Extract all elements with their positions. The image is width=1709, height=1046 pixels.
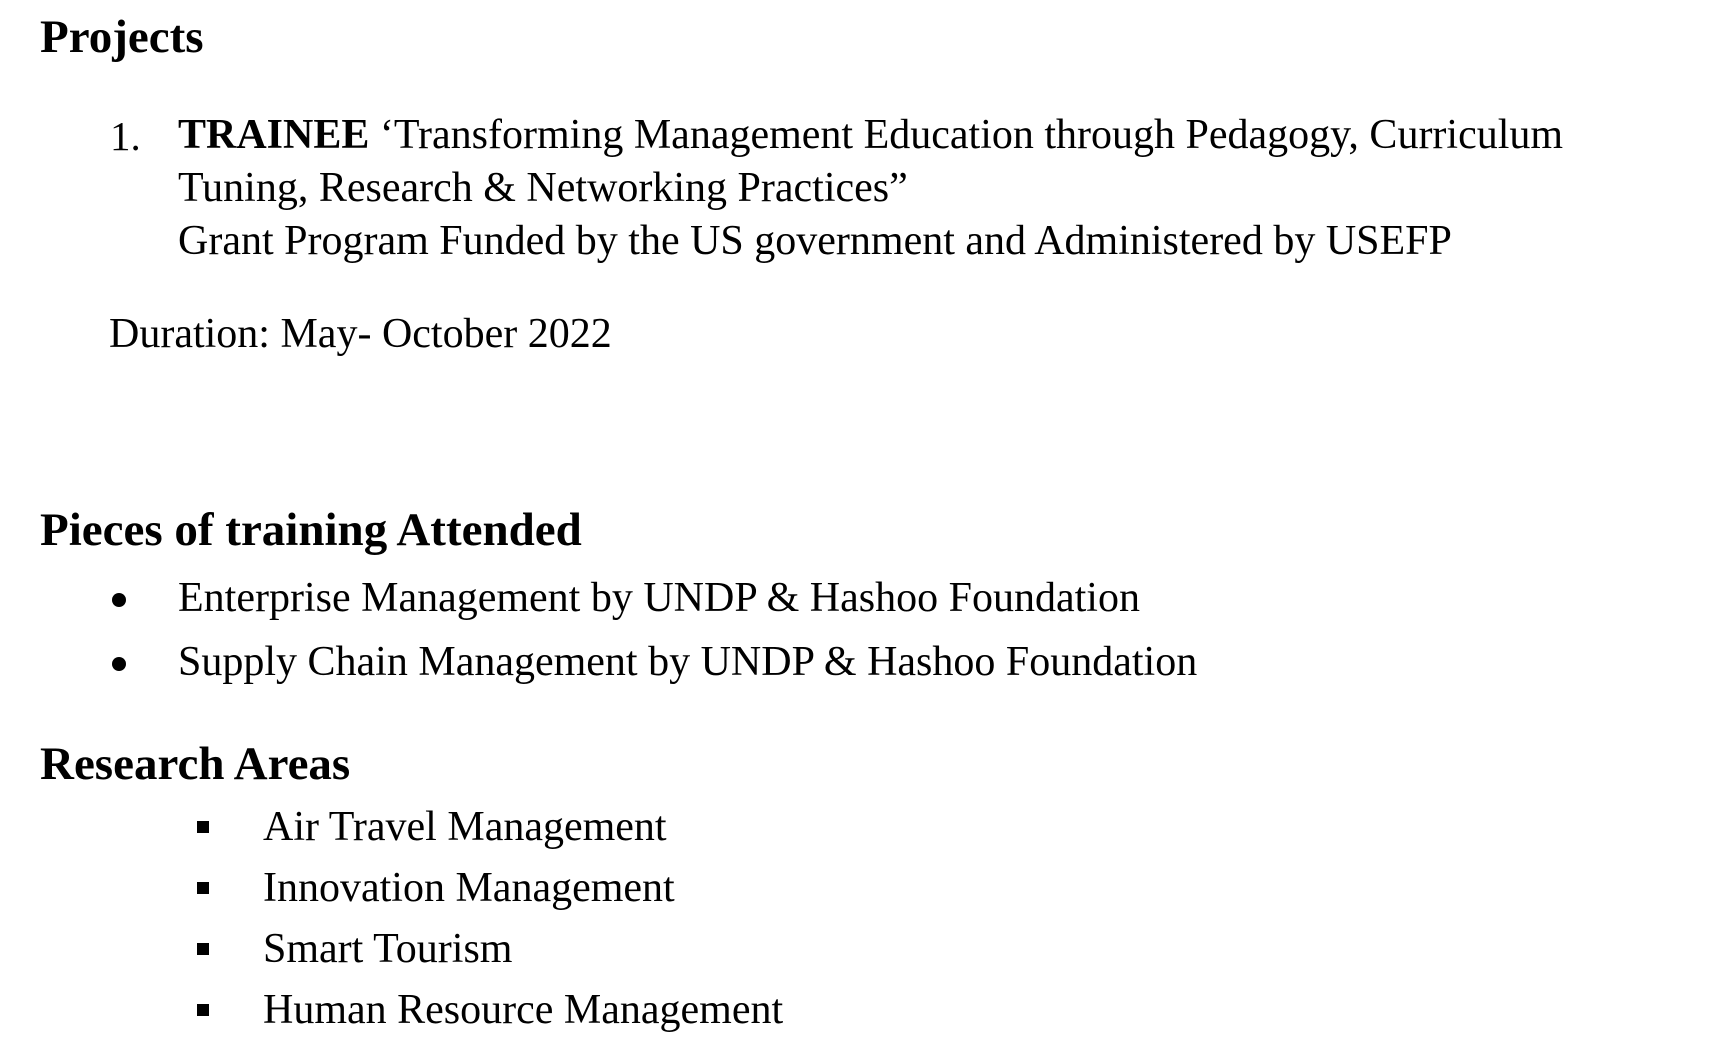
research-item: Air Travel Management [263,804,667,850]
training-item: Supply Chain Management by UNDP & Hashoo Foundation [178,639,1198,685]
project-title-part-1: ‘Transforming Management Education through Pedagogy, Curriculum [379,112,1564,158]
project-line-2: Tuning, Research & Networking Practices” [178,165,908,211]
bullet-dot-icon [112,593,126,607]
bullet-dot-icon [112,657,126,671]
research-heading: Research Areas [40,738,351,790]
research-item: Smart Tourism [263,926,513,972]
project-line-3: Grant Program Funded by the US government and Administered by USEFP [178,218,1452,264]
bullet-square-icon [197,882,209,894]
research-item: Human Resource Management [263,987,784,1033]
project-line-1 [178,114,1563,156]
bullet-square-icon [197,943,209,955]
bullet-square-icon [197,821,209,833]
project-duration: Duration: May- October 2022 [109,311,612,357]
project-number-marker: 1. [110,113,141,159]
research-item: Innovation Management [263,865,675,911]
projects-heading: Projects [40,11,204,63]
training-item: Enterprise Management by UNDP & Hashoo Foundation [178,575,1140,621]
bullet-square-icon [197,1004,209,1016]
trainings-heading: Pieces of training Attended [40,504,582,556]
project-role: TRAINEE [178,112,370,158]
